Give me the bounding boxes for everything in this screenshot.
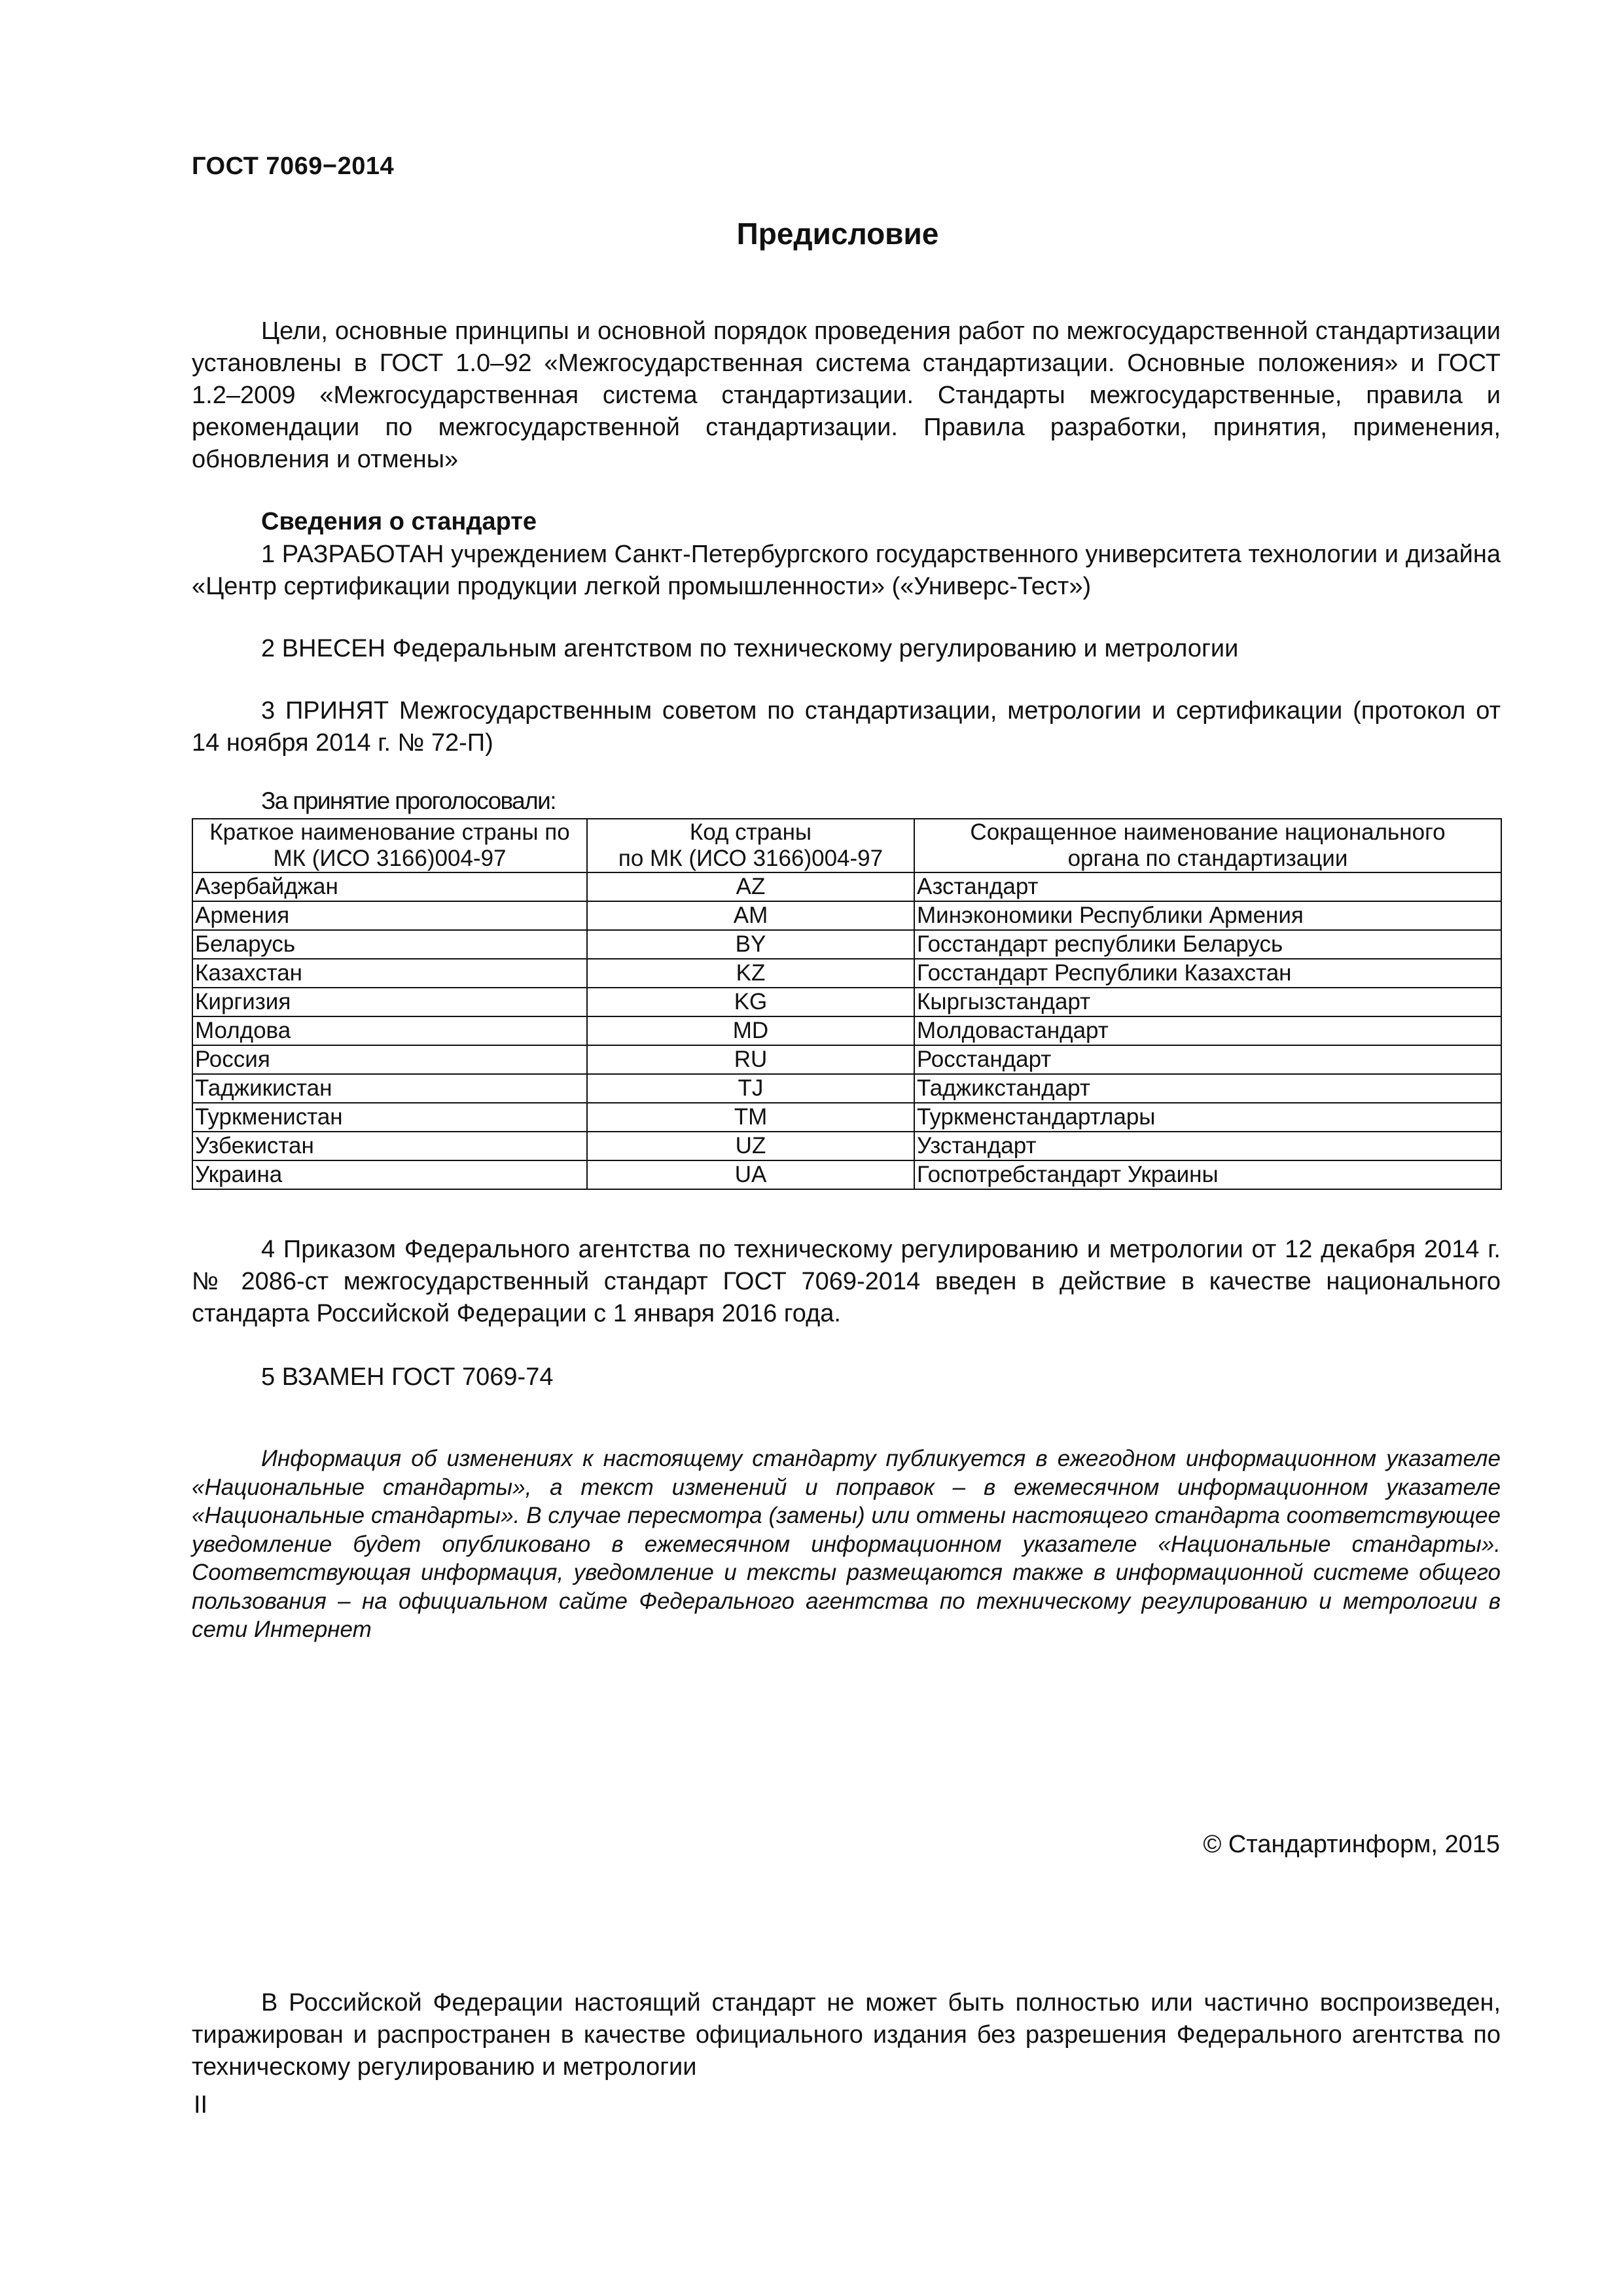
column-header-country-line1: Краткое наименование страны по (209, 819, 570, 845)
table-row (192, 1074, 1501, 1103)
changes-notice-text: Информация об изменениях к настоящему стандарту публикуется в ежегодном информационном указателе «Национальные стандарты», а текст изменений и поправок – в ежемесячном информационном указателе «Национальные стандарты». В случае пересмотра (замены) или отмены настоящего стандарта соответствующее уведомление будет опубликовано в ежемесячном информационном указателе «Национальные стандарты». Соответствующая информация, уведомление и тексты размещаются также в информационной системе общего пользования – на официальном сайте Федерального агентства по техническому регулированию и метрологии в сети Интернет (192, 1446, 1501, 1642)
country-cell: Туркменистан (192, 1103, 587, 1132)
code-cell: KZ (587, 959, 914, 988)
country-cell: Россия (192, 1045, 587, 1074)
column-header-country-line2: МК (ИСО 3166)004-97 (273, 846, 507, 871)
table-row (192, 1103, 1501, 1132)
code-cell: RU (587, 1045, 914, 1074)
table-row (192, 988, 1501, 1016)
document-code: ГОСТ 7069−2014 (192, 152, 395, 180)
code-cell: KG (587, 988, 914, 1016)
copyright: © Стандартинформ, 2015 (1203, 1831, 1500, 1858)
column-header-code-line2: по МК (ИСО 3166)004-97 (618, 846, 883, 871)
table-row (192, 930, 1501, 959)
item-1-text: 1 РАЗРАБОТАН учреждением Санкт-Петербургского государственного университета технологии и дизайна «Центр сертификации продукции легкой промышленности» («Универс-Тест») (192, 541, 1501, 600)
column-header-body (914, 819, 1501, 872)
country-cell: Армения (192, 901, 587, 930)
table-row (192, 901, 1501, 930)
code-cell: AM (587, 901, 914, 930)
reproduction-notice (192, 1987, 1501, 2083)
page-number: II (194, 2091, 208, 2119)
table-row (192, 959, 1501, 988)
intro-paragraph (192, 315, 1501, 476)
column-header-country (192, 819, 587, 872)
body-cell: Таджикстандарт (914, 1074, 1501, 1103)
code-cell: TJ (587, 1074, 914, 1103)
voting-countries-table (192, 818, 1502, 1190)
country-cell: Беларусь (192, 930, 587, 959)
body-cell: Кыргызстандарт (914, 988, 1501, 1016)
table-row (192, 1016, 1501, 1045)
column-header-code-line1: Код страны (689, 819, 812, 845)
table-row (192, 1160, 1501, 1189)
voted-label: За принятие проголосовали: (261, 787, 556, 814)
column-header-body-line2: органа по стандартизации (1067, 846, 1348, 871)
country-cell: Молдова (192, 1016, 587, 1045)
body-cell: Молдовастандарт (914, 1016, 1501, 1045)
item-2-paragraph: 2 ВНЕСЕН Федеральным агентством по техническому регулированию и метрологии (261, 635, 1239, 662)
reproduction-notice-text: В Российской Федерации настоящий стандарт не может быть полностью или частично воспроизведен, тиражирован и распространен в качестве официального издания без разрешения Федерального агентства по техническому регулированию и метрологии (192, 1989, 1501, 2081)
body-cell: Узстандарт (914, 1132, 1501, 1160)
code-cell: BY (587, 930, 914, 959)
country-cell: Таджикистан (192, 1074, 587, 1103)
body-cell: Госпотребстандарт Украины (914, 1160, 1501, 1189)
item-4-text: 4 Приказом Федерального агентства по техническому регулированию и метрологии от 12 декабря 2014 г. № 2086-ст межгосударственный стандарт ГОСТ 7069-2014 введен в действие в качестве национального стандарта Российской Федерации с 1 января 2016 года. (192, 1236, 1501, 1327)
standard-info-heading: Сведения о стандарте (261, 508, 537, 535)
country-cell: Украина (192, 1160, 587, 1189)
intro-text: Цели, основные принципы и основной порядок проведения работ по межгосударственной стандартизации установлены в ГОСТ 1.0–92 «Межгосударственная система стандартизации. Основные положения» и ГОСТ 1.2–2009 «Межгосударственная система стандартизации. Стандарты межгосударственные, правила и рекомендации по межгосударственной стандартизации. Правила разработки, принятия, применения, обновления и отмены» (192, 317, 1501, 473)
column-header-body-line1: Сокращенное наименование национального (970, 819, 1446, 845)
item-4-paragraph (192, 1234, 1501, 1330)
country-cell: Азербайджан (192, 872, 587, 901)
page-title: Предисловие (736, 217, 939, 251)
body-cell: Минэкономики Республики Армения (914, 901, 1501, 930)
country-cell: Казахстан (192, 959, 587, 988)
table-header-row (192, 819, 1501, 872)
code-cell: AZ (587, 872, 914, 901)
country-cell: Киргизия (192, 988, 587, 1016)
code-cell: UA (587, 1160, 914, 1189)
country-cell: Узбекистан (192, 1132, 587, 1160)
code-cell: MD (587, 1016, 914, 1045)
body-cell: Госстандарт Республики Казахстан (914, 959, 1501, 988)
table-row (192, 1132, 1501, 1160)
item-3-paragraph (192, 695, 1501, 759)
code-cell: UZ (587, 1132, 914, 1160)
body-cell: Росстандарт (914, 1045, 1501, 1074)
table-row (192, 872, 1501, 901)
item-5-paragraph: 5 ВЗАМЕН ГОСТ 7069-74 (261, 1363, 554, 1391)
body-cell: Госстандарт республики Беларусь (914, 930, 1501, 959)
item-3-text: 3 ПРИНЯТ Межгосударственным советом по стандартизации, метрологии и сертификации (протокол от 14 ноября 2014 г. № 72-П) (192, 697, 1501, 757)
body-cell: Азстандарт (914, 872, 1501, 901)
item-1-paragraph (192, 539, 1501, 603)
table-row (192, 1045, 1501, 1074)
body-cell: Туркменстандартлары (914, 1103, 1501, 1132)
column-header-code (587, 819, 914, 872)
changes-notice (192, 1444, 1501, 1644)
code-cell: TM (587, 1103, 914, 1132)
